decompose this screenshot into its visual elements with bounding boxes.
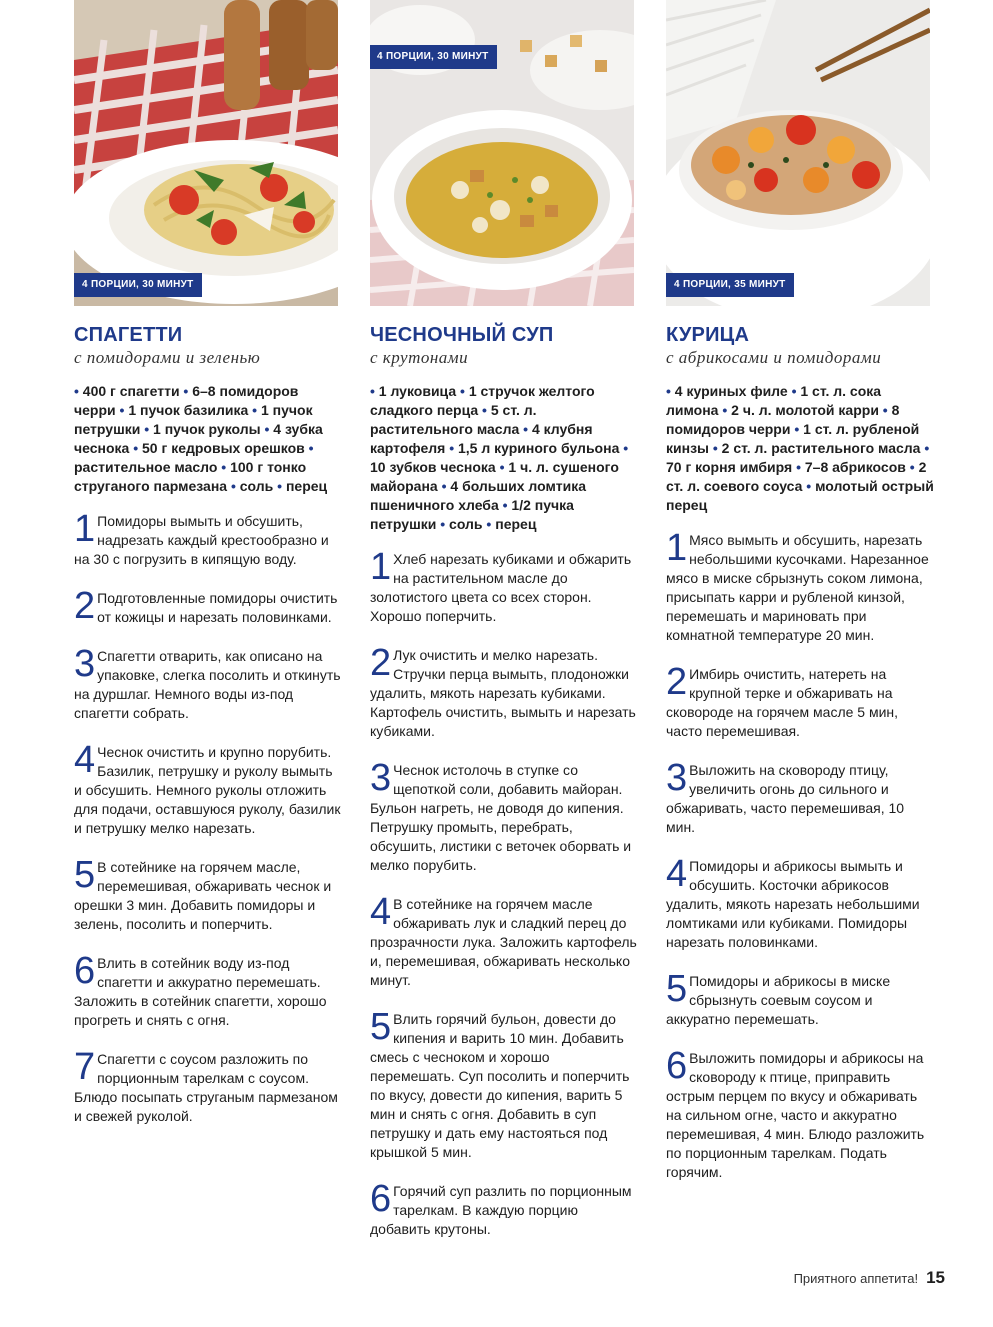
step — [666, 527, 934, 645]
ingredient-bullet: • — [495, 459, 509, 475]
step — [370, 891, 638, 990]
ingredient: 5 ст. л. растительного масла — [370, 402, 537, 437]
step-text: Лук очистить и мелко нарезать. Стручки перца вымыть, плодоножки удалить, мякоть нарезать кубиками. Картофель очистить, вымыть и нарезать кубиками. — [370, 647, 636, 739]
step-number: 1 — [666, 527, 688, 569]
ingredient: 2 ст. л. растительного масла — [721, 440, 921, 456]
step-text: Влить в сотейник воду из-под спагетти и аккуратно перемешать. Заложить в сотейник спагетти, хорошо прогреть и снять с огня. — [74, 955, 327, 1028]
ingredient-bullet: • — [790, 421, 804, 437]
ingredient: 4 больших ломтика пшеничного хлеба — [370, 478, 587, 513]
steps-list — [74, 508, 342, 1126]
ingredient-bullet: • — [708, 440, 722, 456]
recipe-subtitle: с помидорами и зеленью — [74, 348, 261, 367]
ingredient: соль — [239, 478, 274, 494]
step — [74, 739, 342, 838]
page-footer — [794, 1268, 945, 1288]
ingredient-bullet: • — [456, 383, 469, 399]
recipe-title: СПАГЕТТИ — [74, 324, 183, 346]
step — [370, 1006, 638, 1162]
ingredient: 1 ст. л. сока лимона — [666, 383, 882, 418]
ingredient-bullet: • — [304, 440, 314, 456]
ingredient-bullet: • — [227, 478, 240, 494]
step-text: Спагетти отварить, как описано на упаковке, слегка посолить и откинуть на дуршлаг. Немного воды из-под спагетти собрать. — [74, 648, 341, 721]
ingredient: 1/2 пучка петрушки — [370, 497, 574, 532]
ingredient-bullet: • — [179, 383, 193, 399]
ingredient-bullet: • — [248, 402, 261, 418]
step-text: Чеснок очистить и крупно порубить. Базилик, петрушку и руколу вымыть и обсушить. Немного руколы отложить для подачи, оставшуюся руколу, базилик и петрушку мелко нарезать. — [74, 744, 341, 836]
step — [666, 757, 934, 837]
step-text: В сотейнике на горячем масле, перемешивая, обжаривать чеснок и орешки 3 мин. Добавить помидоры и зелень, посолить и поперчить. — [74, 859, 332, 932]
ingredient: 4 куриных филе — [674, 383, 788, 399]
step-text: Горячий суп разлить по порционным тарелкам. В каждую порцию добавить крутоны. — [370, 1183, 632, 1237]
step — [666, 661, 934, 741]
step-number: 3 — [666, 757, 688, 799]
portions-time-badge: 4 ПОРЦИИ, 35 МИНУТ — [666, 273, 794, 297]
step-text: Подготовленные помидоры очистить от кожицы и нарезать половинками. — [97, 590, 338, 625]
step-number: 4 — [370, 891, 392, 933]
step — [74, 508, 342, 569]
ingredient-bullet: • — [445, 440, 458, 456]
ingredient: 1,5 л куриного бульона — [458, 440, 620, 456]
ingredient: 1 стручок желтого сладкого перца — [370, 383, 595, 418]
step-text: Влить горячий бульон, довести до кипения и варить 10 мин. Добавить смесь с чесноком и хорошо перемешать. Суп посолить и поперчить по вкусу, довести до кипения, варить 5 мин и снять с огня. Добавить в суп петрушку и дать ему настояться под крышкой 5 мин. — [370, 1011, 630, 1160]
ingredient-bullet: • — [370, 383, 379, 399]
step-number: 4 — [74, 739, 96, 781]
ingredient: 1 пучок руколы — [153, 421, 261, 437]
step-number: 1 — [74, 508, 96, 550]
garlic-soup-photo — [370, 0, 634, 306]
step-number: 3 — [74, 643, 96, 685]
ingredient-bullet: • — [260, 421, 274, 437]
ingredient: 8 помидоров черри — [666, 402, 900, 437]
step-number: 5 — [666, 968, 688, 1010]
step-number: 1 — [370, 546, 392, 588]
ingredient: 2 ст. л. соевого соуса — [666, 459, 927, 494]
recipe-text — [370, 322, 638, 1259]
ingredient-bullet: • — [666, 383, 675, 399]
step-number: 2 — [666, 661, 688, 703]
ingredient-bullet: • — [718, 402, 732, 418]
ingredient: 10 зубков чеснока — [370, 459, 496, 475]
step — [666, 1045, 934, 1182]
ingredient-bullet: • — [920, 440, 930, 456]
ingredient-bullet: • — [217, 459, 231, 475]
ingredient-bullet: • — [802, 478, 816, 494]
step-number: 4 — [666, 853, 688, 895]
step-number: 6 — [666, 1045, 688, 1087]
step-number: 2 — [74, 585, 96, 627]
steps-list — [370, 546, 638, 1239]
ingredient-bullet: • — [273, 478, 286, 494]
step-number: 7 — [74, 1046, 96, 1088]
ingredient: 1 пучок петрушки — [74, 402, 313, 437]
step — [666, 968, 934, 1029]
ingredient-bullet: • — [498, 497, 512, 513]
step — [74, 585, 342, 627]
ingredient-bullet: • — [482, 516, 496, 532]
ingredient-bullet: • — [478, 402, 491, 418]
step-text: Помидоры и абрикосы в миске сбрызнуть соевым соусом и аккуратно перемешать. — [666, 973, 891, 1027]
portions-time-badge: 4 ПОРЦИИ, 30 МИНУТ — [74, 273, 202, 297]
step-number: 3 — [370, 757, 392, 799]
step-text: Хлеб нарезать кубиками и обжарить на растительном масле до золотистого цвета со всех сторон. Хорошо поперчить. — [370, 551, 632, 624]
step-number: 5 — [74, 854, 96, 896]
chicken-photo — [666, 0, 930, 306]
recipe-subtitle: с крутонами — [370, 348, 469, 367]
step-number: 2 — [370, 642, 392, 684]
step-text: Выложить помидоры и абрикосы на сковороду к птице, приправить острым перцем по вкусу и обжаривать на сильном огне, часто и аккуратно перемешивая, 4 мин. Блюдо разложить по порционным тарелкам. Подать горячим. — [666, 1050, 925, 1180]
step — [370, 757, 638, 875]
step — [666, 853, 934, 952]
step-text: Имбирь очистить, натереть на крупной терке и обжаривать на сковороде на горячем масле 5 мин, часто перемешивая. — [666, 666, 899, 739]
recipe-text — [666, 322, 934, 1202]
footer-text: Приятного аппетита! — [793, 1271, 919, 1286]
ingredient-bullet: • — [787, 383, 801, 399]
ingredient-bullet: • — [140, 421, 154, 437]
step — [74, 950, 342, 1030]
ingredient: 50 г кедровых орешков — [142, 440, 305, 456]
ingredient: растительное масло — [74, 459, 218, 475]
step-text: В сотейнике на горячем масле обжаривать лук и сладкий перец до прозрачности лука. Заложить картофель и, перемешивая, обжаривать несколько минут. — [370, 896, 637, 988]
ingredient-bullet: • — [129, 440, 143, 456]
step-number: 5 — [370, 1006, 392, 1048]
ingredient-bullet: • — [905, 459, 919, 475]
ingredients-list — [370, 382, 638, 534]
step-text: Выложить на сковороду птицу, увеличить огонь до сильного и обжаривать, часто перемешивая, 10 мин. — [666, 762, 905, 835]
ingredient: 2 ч. л. молотой карри — [731, 402, 879, 418]
ingredient-bullet: • — [792, 459, 805, 475]
spaghetti-photo — [74, 0, 338, 306]
ingredient: 70 г корня имбиря — [666, 459, 793, 475]
steps-list — [666, 527, 934, 1182]
step-text: Чеснок истолочь в ступке со щепоткой соли, добавить майоран. Бульон нагреть, не доводя до кипения. Петрушку промыть, перебрать, обсушить, листики с веточек оборвать и мелко порубить. — [370, 762, 632, 873]
step — [370, 642, 638, 741]
ingredient: 100 г тонко струганого пармезана — [74, 459, 307, 494]
recipe-text — [74, 322, 342, 1146]
step-text: Спагетти с соусом разложить по порционным тарелкам с соусом. Блюдо посыпать струганым пармезаном и свежей руколой. — [74, 1051, 338, 1124]
step-text: Мясо вымыть и обсушить, нарезать небольшими кусочками. Нарезанное мясо в миске сбрызнуть соком лимона, присыпать карри и рубленой кинзой, перемешать и мариновать при комнатной температуре 20 мин. — [666, 532, 929, 643]
step — [74, 1046, 342, 1126]
step — [370, 1178, 638, 1239]
ingredient: 400 г спагетти — [82, 383, 180, 399]
ingredient: 1 ч. л. сушеного майорана — [370, 459, 619, 494]
ingredients-list — [666, 382, 934, 515]
step-number: 6 — [74, 950, 96, 992]
step-text: Помидоры вымыть и обсушить, надрезать каждый крестообразно и на 30 с погрузить в кипящую воду. — [74, 513, 329, 567]
ingredient: 4 клубня картофеля — [370, 421, 593, 456]
ingredient-bullet: • — [436, 516, 450, 532]
step — [370, 546, 638, 626]
ingredient: 1 ст. л. рубленой кинзы — [666, 421, 920, 456]
portions-time-badge: 4 ПОРЦИИ, 30 МИНУТ — [370, 45, 497, 69]
ingredient: 4 зубка чеснока — [74, 421, 323, 456]
page-number: 15 — [926, 1268, 945, 1287]
ingredient-bullet: • — [878, 402, 892, 418]
ingredient: перец — [285, 478, 328, 494]
recipe-title: ЧЕСНОЧНЫЙ СУП — [370, 324, 554, 346]
step — [74, 643, 342, 723]
ingredient: молотый острый перец — [666, 478, 934, 513]
ingredient: 6–8 помидоров черри — [74, 383, 299, 418]
step — [74, 854, 342, 934]
step-number: 6 — [370, 1178, 392, 1220]
recipe-subtitle: с абрикосами и помидорами — [666, 348, 882, 367]
ingredient-bullet: • — [437, 478, 451, 494]
ingredient-bullet: • — [115, 402, 129, 418]
recipe-title: КУРИЦА — [666, 324, 750, 346]
ingredient: соль — [449, 516, 483, 532]
ingredient-bullet: • — [74, 383, 83, 399]
ingredient: 7–8 абрикосов — [804, 459, 906, 475]
ingredient-bullet: • — [519, 421, 532, 437]
step-text: Помидоры и абрикосы вымыть и обсушить. Косточки абрикосов удалить, мякоть нарезать небольшими ломтиками или кубиками. Помидоры нарезать половинками. — [666, 858, 920, 950]
ingredients-list — [74, 382, 342, 496]
ingredient: перец — [495, 516, 537, 532]
ingredient: 1 пучок базилика — [128, 402, 249, 418]
ingredient: 1 луковица — [378, 383, 457, 399]
ingredient-bullet: • — [619, 440, 629, 456]
